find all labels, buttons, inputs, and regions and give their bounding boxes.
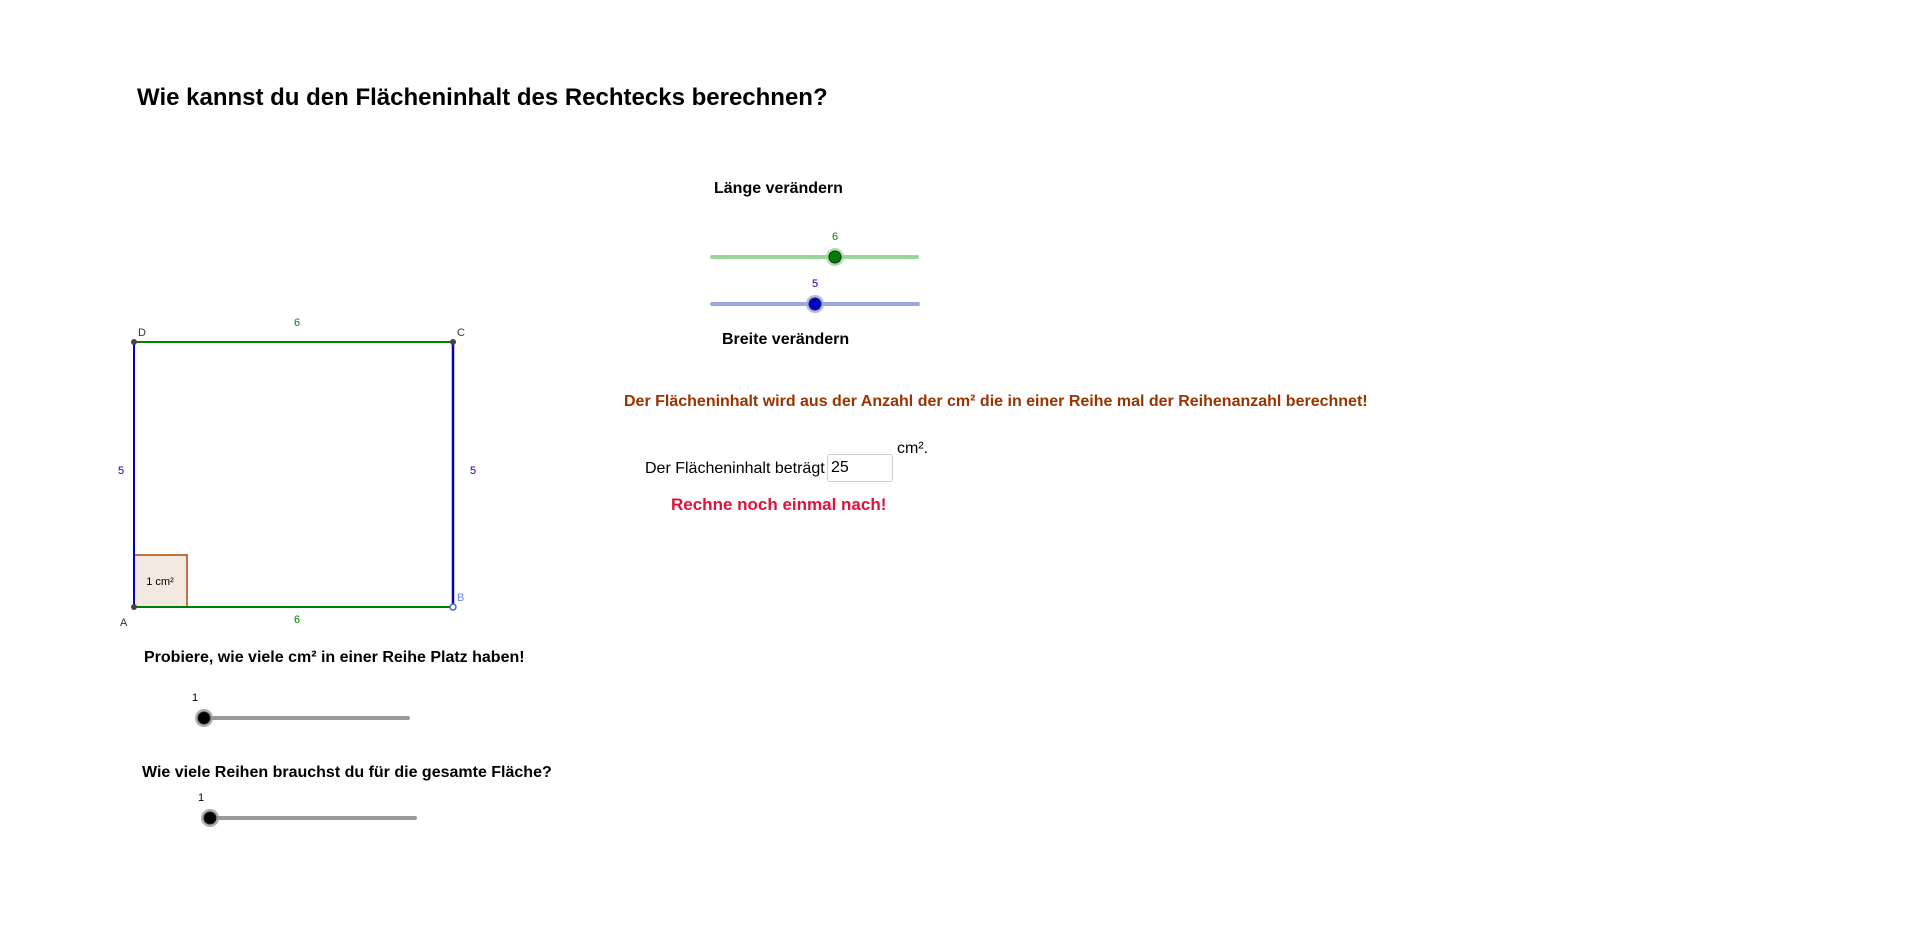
answer-unit: cm². — [897, 440, 929, 457]
width-slider[interactable] — [712, 278, 918, 313]
length-slider[interactable] — [712, 231, 917, 266]
feedback-text: Rechne noch einmal nach! — [671, 495, 887, 514]
side-label-bottom: 6 — [293, 614, 301, 626]
slider-knob[interactable] — [829, 251, 841, 263]
length-slider-label: Länge verändern — [714, 180, 843, 197]
point-b[interactable] — [450, 604, 456, 610]
point-a[interactable] — [131, 604, 137, 610]
side-label-right: 5 — [469, 465, 477, 477]
rows-slider-label: Wie viele Reihen brauchst du für die gesamte Fläche? — [142, 764, 552, 781]
slider-knob[interactable] — [204, 812, 216, 824]
slider-value-label: 1 — [191, 692, 199, 704]
side-label-top: 6 — [293, 317, 301, 329]
area-answer-input[interactable] — [827, 454, 893, 482]
label-b: B — [457, 592, 465, 604]
rows-slider[interactable] — [198, 792, 415, 827]
slider-value-label: 1 — [197, 792, 205, 804]
label-d: D — [138, 327, 146, 339]
label-c: C — [457, 327, 465, 339]
answer-label: Der Flächeninhalt beträgt — [645, 460, 825, 477]
point-d[interactable] — [131, 339, 137, 345]
per-row-slider[interactable] — [192, 692, 408, 727]
side-label-left: 5 — [117, 465, 125, 477]
slider-value-label: 6 — [831, 231, 839, 243]
slider-knob[interactable] — [809, 298, 821, 310]
hint-text: Der Flächeninhalt wird aus der Anzahl der cm² die in einer Reihe mal der Reihenanzahl berechnet! — [624, 393, 1368, 410]
width-slider-label: Breite verändern — [722, 331, 850, 348]
slider-value-label: 5 — [811, 278, 819, 290]
label-a: A — [120, 617, 128, 629]
rectangle-figure — [118, 317, 476, 629]
unit-square-label: 1 cm² — [146, 576, 174, 588]
slider-knob[interactable] — [198, 712, 210, 724]
page-title: Wie kannst du den Flächeninhalt des Rechtecks berechnen? — [137, 84, 828, 111]
point-c[interactable] — [450, 339, 456, 345]
per-row-slider-label: Probiere, wie viele cm² in einer Reihe Platz haben! — [144, 649, 525, 666]
